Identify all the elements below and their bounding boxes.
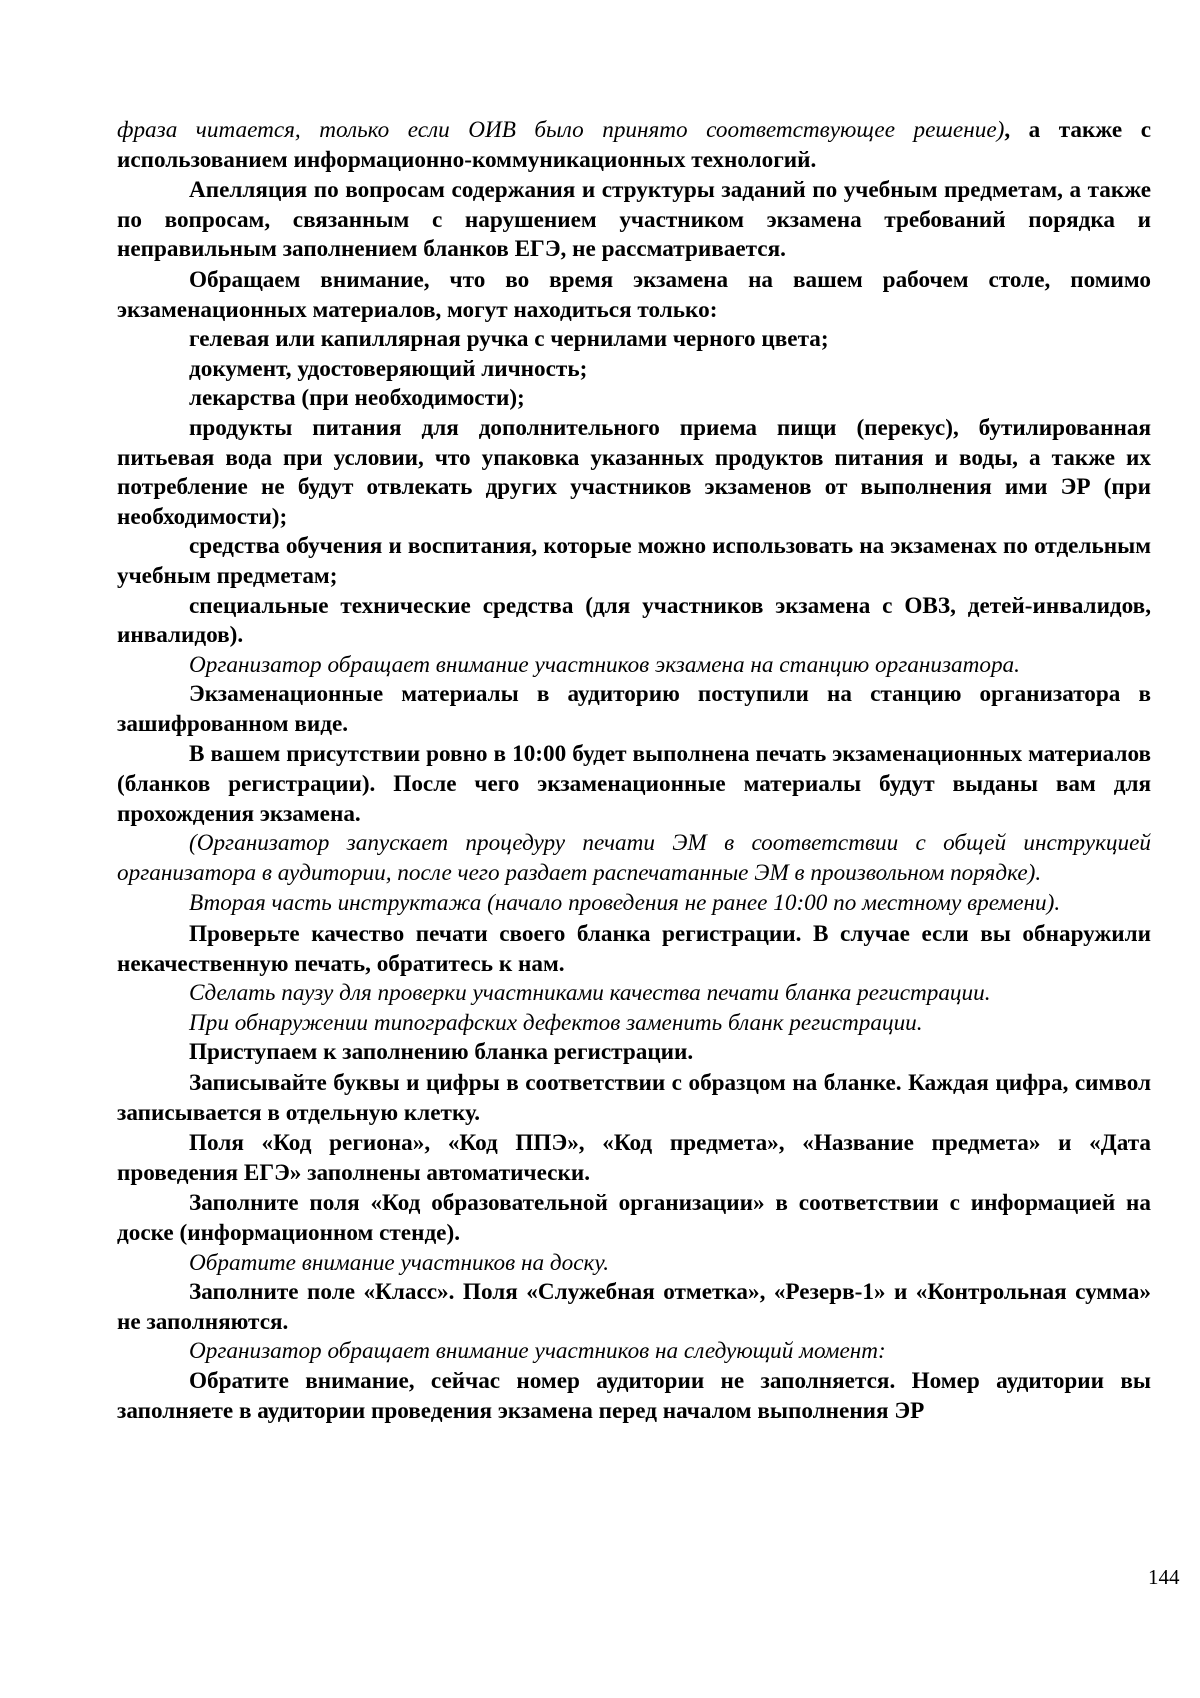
paragraph-start-filling: Приступаем к заполнению бланка регистрации. bbox=[189, 1039, 694, 1066]
paragraph-appeal: Апелляция по вопросам содержания и структуры заданий по учебным предметам, а также по вопросам, связанным с нарушением участником экзамена требований порядка и неправильным заполнением бланков ЕГЭ, не рассматривается. bbox=[117, 177, 1151, 263]
note-pause: Сделать паузу для проверки участниками качества печати бланка регистрации. bbox=[189, 980, 991, 1007]
note-board: Обратите внимание участников на доску. bbox=[189, 1249, 609, 1276]
note-replace-form: При обнаружении типографских дефектов заменить бланк регистрации. bbox=[189, 1009, 923, 1036]
lead-paragraph bbox=[117, 116, 1151, 175]
list-item-special-tools: специальные технические средства (для участников экзамена с ОВЗ, детей-инвалидов, инвалидов). bbox=[117, 592, 1151, 649]
list-item-food: продукты питания для дополнительного приема пищи (перекус), бутилированная питьевая вода при условии, что упаковка указанных продуктов питания и воды, а также их потребление не будут отвлекать других участников экзаменов от выполнения ими ЭР (при необходимости); bbox=[117, 414, 1151, 530]
note-print-procedure: (Организатор запускает процедуру печати ЭМ в соответствии с общей инструкцией организатора в аудитории, после чего раздает распечатанные ЭМ в произвольном порядке). bbox=[117, 830, 1151, 886]
lead-bold-text: , а также с использованием информационно-коммуникационных технологий. bbox=[117, 117, 1151, 173]
paragraph-write-letters: Записывайте буквы и цифры в соответствии с образцом на бланке. Каждая цифра, символ записывается в отдельную клетку. bbox=[117, 1070, 1151, 1126]
page-number: 144 bbox=[1148, 1565, 1180, 1589]
document-page bbox=[117, 116, 1151, 1426]
paragraph-room-number: Обратите внимание, сейчас номер аудитории не заполняется. Номер аудитории вы заполняете в аудитории проведения экзамена перед началом выполнения ЭР bbox=[117, 1367, 1151, 1424]
paragraph-materials-arrived: Экзаменационные материалы в аудиторию поступили на станцию организатора в зашифрованном виде. bbox=[117, 681, 1151, 737]
list-item-id-document: документ, удостоверяющий личность; bbox=[189, 355, 588, 382]
list-item-medicine: лекарства (при необходимости); bbox=[189, 385, 525, 412]
paragraph-auto-fields: Поля «Код региона», «Код ППЭ», «Код предмета», «Название предмета» и «Дата проведения ЕГЭ» заполнены автоматически. bbox=[117, 1130, 1151, 1186]
paragraph-printing: В вашем присутствии ровно в 10:00 будет выполнена печать экзаменационных материалов (бланков регистрации). После чего экзаменационные материалы будут выданы вам для прохождения экзамена. bbox=[117, 741, 1151, 827]
paragraph-desk-items-intro: Обращаем внимание, что во время экзамена на вашем рабочем столе, помимо экзаменационных материалов, могут находиться только: bbox=[117, 266, 1151, 323]
paragraph-class-field: Заполните поле «Класс». Поля «Служебная отметка», «Резерв-1» и «Контрольная сумма» не заполняются. bbox=[117, 1279, 1151, 1335]
note-organizer-station: Организатор обращает внимание участников экзамена на станцию организатора. bbox=[189, 651, 1020, 678]
paragraph-check-quality: Проверьте качество печати своего бланка регистрации. В случае если вы обнаружили некачественную печать, обратитесь к нам. bbox=[117, 921, 1151, 977]
paragraph-org-code: Заполните поля «Код образовательной организации» в соответствии с информацией на доске (информационном стенде). bbox=[117, 1190, 1151, 1246]
note-next-moment: Организатор обращает внимание участников на следующий момент: bbox=[189, 1338, 886, 1365]
list-item-pen: гелевая или капиллярная ручка с чернилами черного цвета; bbox=[189, 326, 829, 353]
lead-italic-text: фраза читается, только если ОИВ было принято соответствующее решение) bbox=[117, 117, 1005, 143]
note-second-part: Вторая часть инструктажа (начало проведения не ранее 10:00 по местному времени). bbox=[189, 890, 1061, 917]
list-item-education-tools: средства обучения и воспитания, которые можно использовать на экзаменах по отдельным учебным предметам; bbox=[117, 533, 1151, 589]
